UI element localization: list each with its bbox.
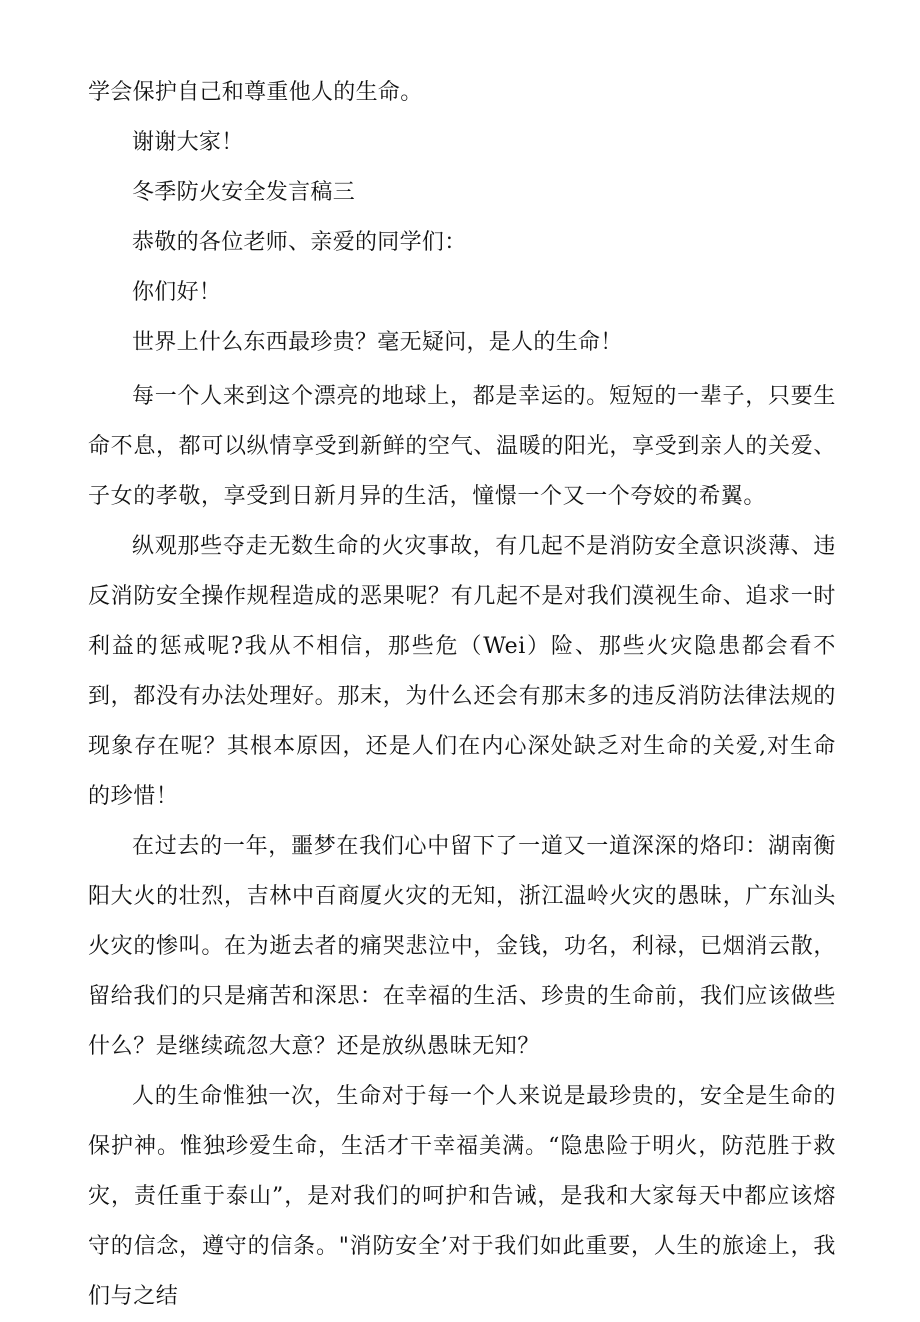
paragraph-3: 在过去的一年，噩梦在我们心中留下了一道又一道深深的烙印：湖南衡阳大火的壮烈，吉林中百商厦火灾的无知，浙江温岭火灾的愚昧，广东汕头火灾的惨叫。在为逝去者的痛哭悲泣中，金钱，功名，利禄，已烟消云散，留给我们的只是痛苦和深思：在幸福的生活、珍贵的生命前，我们应该做些什么？是继续疏忽大意？还是放纵愚昧无知？ — [88, 834, 836, 1059]
salutation-line: 恭敬的各位老师、亲爱的同学们： — [132, 230, 467, 255]
paragraph-2: 纵观那些夺走无数生命的火灾事故，有几起不是消防安全意识淡薄、违反消防安全操作规程造成的恶果呢？有几起不是对我们漠视生命、追求一时利益的惩戒呢?我从不相信，那些危（Wei）险、那些火灾隐患都会看不到，都没有办法处理好。那末，为什么还会有那末多的违反消防法律法规的现象存在呢？其根本原因，还是人们在内心深处缺乏对生命的关爱,对生命的珍惜！ — [88, 534, 836, 809]
thanks-line: 谢谢大家！ — [132, 130, 244, 155]
question-line: 世界上什么东西最珍贵？毫无疑问，是人的生命！ — [132, 330, 623, 355]
greeting-line: 你们好！ — [132, 280, 222, 305]
paragraph-1: 每一个人来到这个漂亮的地球上，都是幸运的。短短的一辈子，只要生命不息，都可以纵情享受到新鲜的空气、温暖的阳光，享受到亲人的关爱、子女的孝敬，享受到日新月异的生活，憧憬一个又一个夸姣的希翼。 — [88, 384, 836, 509]
opening-line: 学会保护自己和尊重他人的生命。 — [88, 80, 423, 105]
document-title: 冬季防火安全发言稿三 — [132, 180, 356, 205]
paragraph-4: 人的生命惟独一次，生命对于每一个人来说是最珍贵的，安全是生命的保护神。惟独珍爱生命，生活才干幸福美满。“隐患险于明火，防范胜于救灾，责任重于泰山”，是对我们的呵护和告诫，是我和大家每天中都应该熔守的信念，遵守的信条。"消防安全’对于我们如此重要，人生的旅途上，我们与之结 — [88, 1084, 836, 1309]
document-page — [88, 68, 836, 1322]
